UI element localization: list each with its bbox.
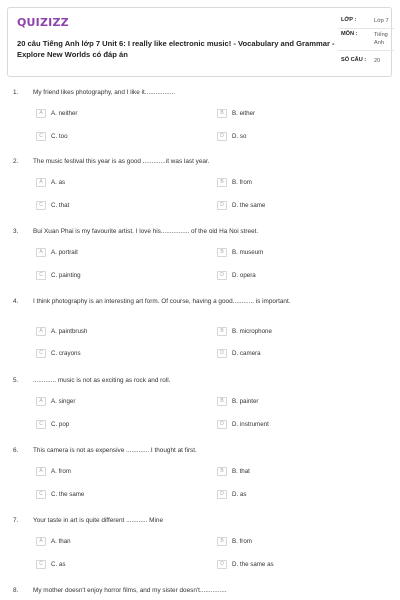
option-letter-box: D — [217, 271, 227, 280]
count-value: 20 — [374, 58, 381, 64]
option-text: D. so — [232, 133, 247, 140]
option-text: B. that — [232, 468, 250, 475]
option-letter-box: A — [36, 178, 46, 187]
option-letter-box: B — [217, 397, 227, 406]
question-text: My friend likes photography, and I like it................. — [33, 89, 175, 96]
option-letter-box: C — [36, 560, 46, 569]
quizizz-logo: QUIZIZZ — [17, 16, 69, 29]
question-number: 3. — [13, 228, 19, 235]
option-letter-box: B — [217, 327, 227, 336]
option-letter-box: B — [217, 467, 227, 476]
option-text: B. microphone — [232, 328, 272, 335]
question-text: I think photography is an interesting art form. Of course, having a good............ is important. — [33, 298, 291, 305]
option-text: D. the same — [232, 202, 266, 209]
option-text: D. the same as — [232, 561, 274, 568]
option-text: C. pop — [51, 421, 70, 428]
option-text: A. portrait — [51, 249, 78, 256]
question-text: ............. music is not as exciting as rock and roll. — [33, 377, 171, 384]
subject-value: Tiếng Anh — [374, 32, 388, 46]
option-text: C. the same — [51, 491, 85, 498]
option-letter-box: D — [217, 201, 227, 210]
option-letter-box: C — [36, 271, 46, 280]
question-text: This camera is not as expensive ............. I thought at first. — [33, 447, 197, 454]
option-text: D. as — [232, 491, 247, 498]
option-letter-box: C — [36, 420, 46, 429]
subject-label: MÔN : — [341, 31, 358, 37]
option-text: B. from — [232, 179, 252, 186]
option-text: B. from — [232, 538, 252, 545]
option-text: B. museum — [232, 249, 264, 256]
meta-divider — [338, 28, 394, 29]
question-text: My mother doesn't enjoy horror films, and my sister doesn't............... — [33, 587, 227, 594]
option-letter-box: A — [36, 327, 46, 336]
meta-divider — [338, 50, 394, 51]
option-text: C. too — [51, 133, 68, 140]
option-text: A. singer — [51, 398, 76, 405]
option-letter-box: A — [36, 467, 46, 476]
option-letter-box: B — [217, 537, 227, 546]
option-letter-box: D — [217, 132, 227, 141]
option-letter-box: B — [217, 248, 227, 257]
option-text: A. as — [51, 179, 66, 186]
option-letter-box: B — [217, 178, 227, 187]
option-letter-box: D — [217, 349, 227, 358]
grade-label: LỚP : — [341, 17, 357, 23]
option-text: C. crayons — [51, 350, 81, 357]
question-number: 7. — [13, 517, 19, 524]
option-text: D. camera — [232, 350, 261, 357]
option-text: A. from — [51, 468, 71, 475]
option-letter-box: D — [217, 490, 227, 499]
question-number: 1. — [13, 89, 19, 96]
question-number: 8. — [13, 587, 19, 594]
option-text: B. painter — [232, 398, 259, 405]
option-text: B. either — [232, 110, 256, 117]
worksheet-header — [7, 7, 392, 77]
option-letter-box: A — [36, 248, 46, 257]
question-number: 6. — [13, 447, 19, 454]
question-number: 5. — [13, 377, 19, 384]
option-text: A. than — [51, 538, 71, 545]
worksheet-title: 20 câu Tiếng Anh lớp 7 Unit 6: I really like electronic music! - Vocabulary and Grammar - Explore New Worlds có đáp án — [17, 39, 335, 59]
option-letter-box: D — [217, 560, 227, 569]
option-text: D. opera — [232, 272, 256, 279]
grade-value: Lớp 7 — [374, 18, 389, 24]
question-text: Bui Xuan Phai is my favourite artist. I love his................ of the old Ha Noi street. — [33, 228, 259, 235]
option-text: A. neither — [51, 110, 78, 117]
option-letter-box: A — [36, 109, 46, 118]
option-letter-box: C — [36, 349, 46, 358]
option-letter-box: B — [217, 109, 227, 118]
option-letter-box: C — [36, 490, 46, 499]
option-text: C. as — [51, 561, 66, 568]
question-text: The music festival this year is as good .............it was last year. — [33, 158, 210, 165]
option-letter-box: A — [36, 537, 46, 546]
option-letter-box: A — [36, 397, 46, 406]
option-text: D. instrument — [232, 421, 269, 428]
option-letter-box: D — [217, 420, 227, 429]
option-text: A. paintbrush — [51, 328, 88, 335]
option-letter-box: C — [36, 201, 46, 210]
count-label: SỐ CÂU : — [341, 57, 367, 63]
question-number: 2. — [13, 158, 19, 165]
question-number: 4. — [13, 298, 19, 305]
question-text: Your taste in art is quite different ............ Mine — [33, 517, 164, 524]
option-letter-box: C — [36, 132, 46, 141]
option-text: C. painting — [51, 272, 81, 279]
option-text: C. that — [51, 202, 70, 209]
